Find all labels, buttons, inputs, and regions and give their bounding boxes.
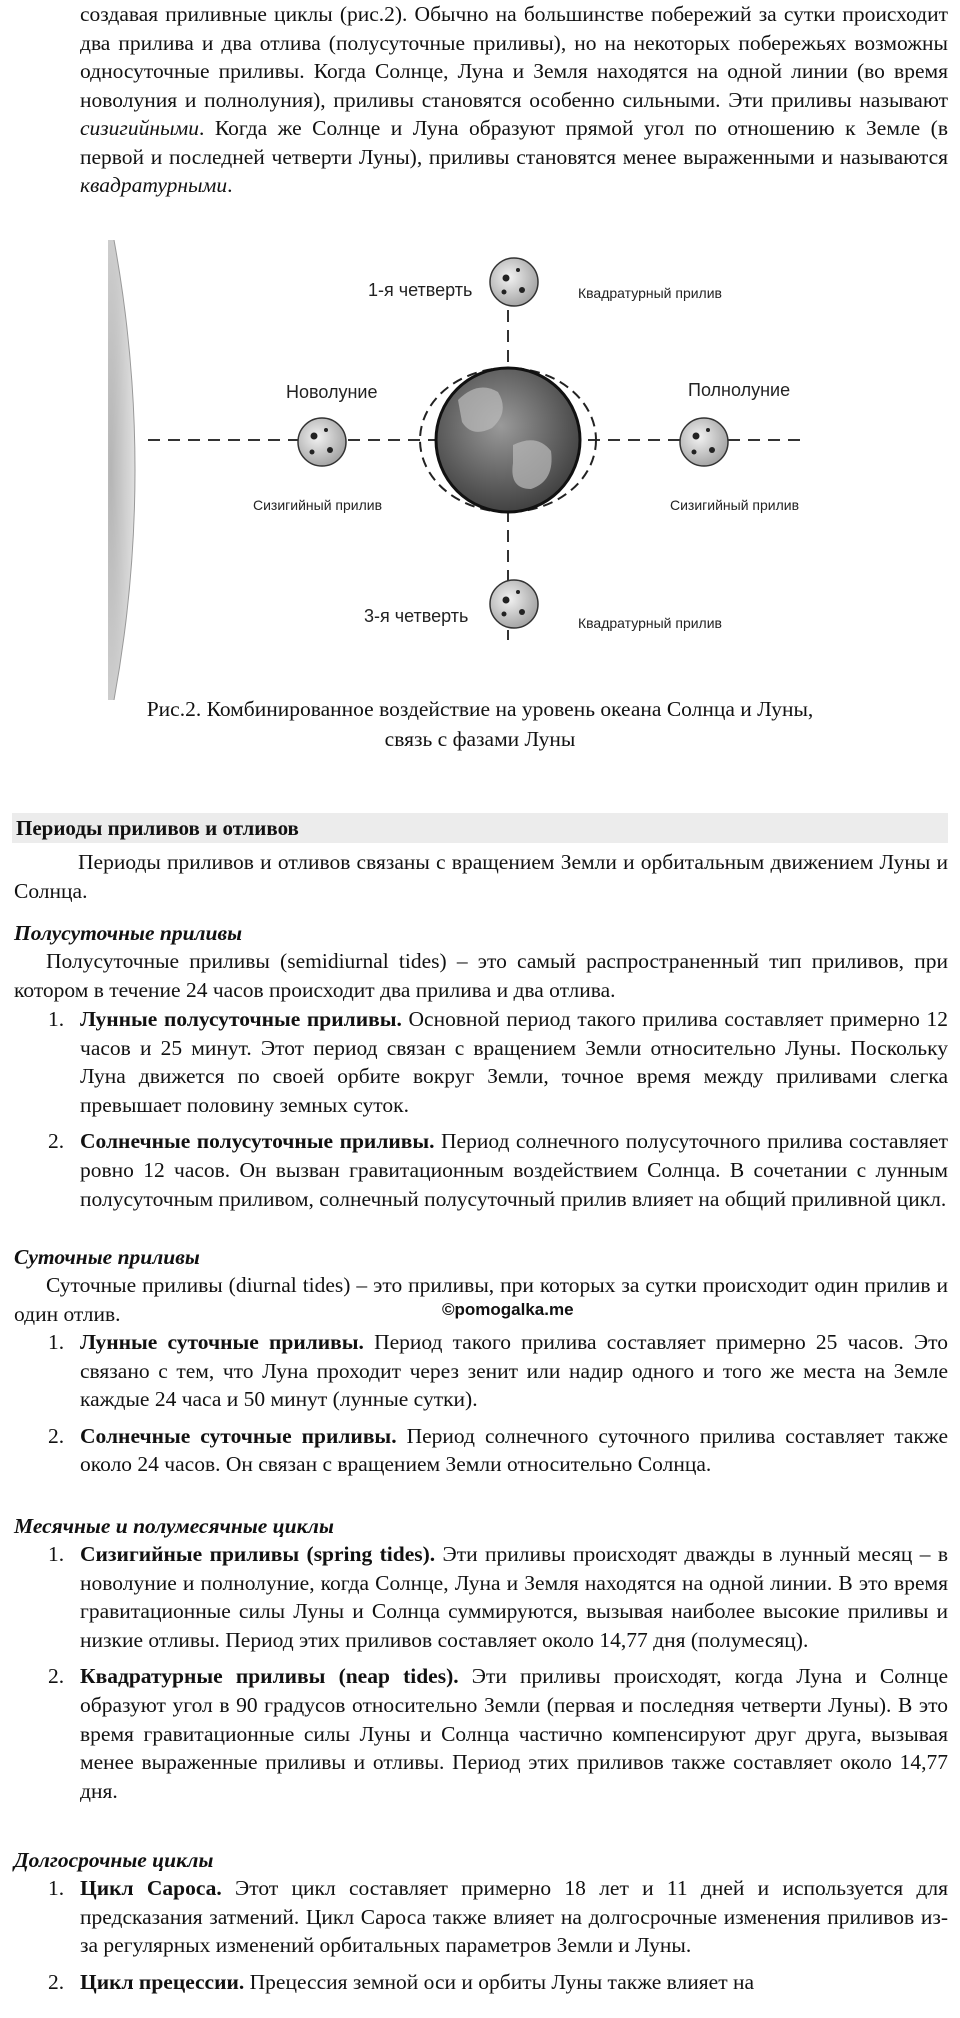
list-item: 2. Солнечные суточные приливы. Период солнечного суточного прилива составляет также около 24 часов. Он связан с вращением Земли относительно Солнца. — [48, 1423, 948, 1477]
intro-text-1: создавая приливные циклы (рис.2). Обычно на большинстве побережий за сутки происходит два прилива и два отлива (полусуточные приливы), но на некоторых побережьях возможны односуточные приливы. Когда Солнце, Луна и Земля находятся на одной линии (во время новолуния и полнолуния), приливы становятся особенно сильными. Эти приливы называют — [80, 2, 948, 112]
intro-text-2: . Когда же Солнце и Луна образуют прямой угол по отношению к Земле (в первой и последней четверти Луны), приливы становятся менее выраженными и называются — [80, 116, 948, 169]
label-third-quarter: 3-я четверть — [364, 606, 469, 626]
diurnal-text: Суточные приливы (diurnal tides) – это приливы, при которых за сутки происходит один прилив и один отлив. — [14, 1273, 948, 1326]
label-syzygy-right: Сизигийный прилив — [670, 497, 800, 513]
figure-caption — [0, 694, 960, 754]
intro-italic-2: квадратурными — [80, 173, 228, 197]
label-first-quarter: 1-я четверть — [368, 280, 473, 300]
moon-bottom-icon — [490, 580, 538, 628]
list-item: 1. Сизигийные приливы (spring tides). Эти приливы происходят дважды в лунный месяц – в новолуние и полнолуние, когда Солнце, Луна и Земля находятся на одной линии. В это время гравитационные силы Луны и Солнца суммируются, вызывая наиболее высокие приливы и низкие отливы. Период этих приливов составляет около 14,77 дня (полумесяц). — [48, 1542, 948, 1652]
intro-italic-1: сизигийными — [80, 116, 200, 140]
list-item: 1. Лунные суточные приливы. Период такого прилива составляет примерно 25 часов. Это связано с тем, что Луна проходит через зенит или надир одного и того же места на Земле каждые 24 часа и 50 минут (лунные сутки). — [48, 1330, 948, 1412]
label-syzygy-left: Сизигийный прилив — [253, 497, 383, 513]
label-full-moon: Полнолуние — [688, 380, 791, 400]
subsection-title-diurnal: Суточные приливы — [14, 1245, 200, 1269]
sun-shape — [108, 240, 135, 700]
semidiurnal-list — [0, 1005, 948, 1213]
subsection-title-longterm: Долгосрочные циклы — [14, 1848, 214, 1872]
moon-left-icon — [298, 418, 346, 466]
list-item: 2. Солнечные полусуточные приливы. Период солнечного полусуточного прилива составляет ровно 12 часов. Он вызван гравитационным воздействием Солнца. В сочетании с лунным полусуточным приливом, солнечный полусуточный прилив влияет на общий приливной цикл. — [48, 1129, 948, 1211]
tides-figure — [108, 240, 808, 700]
subsection-title-semidiurnal: Полусуточные приливы — [14, 921, 243, 945]
subsection-title-monthly: Месячные и полумесячные циклы — [14, 1514, 334, 1538]
earth-shape — [436, 368, 580, 512]
diurnal-list — [0, 1328, 948, 1479]
intro-text-3: . — [227, 173, 233, 197]
moon-right-icon — [680, 418, 728, 466]
list-item: 1. Лунные полусуточные приливы. Основной период такого прилива составляет примерно 12 часов и 25 минут. Этот период связан с вращением Земли относительно Луны. Поскольку Луна движется по своей орбите вокруг Земли, точное время между приливами слегка превышает половину земных суток. — [48, 1007, 948, 1117]
caption-line-1: Рис.2. Комбинированное воздействие на уровень океана Солнца и Луны, — [146, 697, 814, 721]
label-quad-tide-bottom: Квадратурный прилив — [578, 615, 722, 631]
label-new-moon: Новолуние — [286, 382, 378, 402]
intro-paragraph — [80, 0, 948, 200]
section-intro: Периоды приливов и отливов связаны с вращением Земли и орбитальным движением Луны и Солнца. — [14, 850, 948, 903]
moon-top-icon — [490, 258, 538, 306]
section-title: Периоды приливов и отливов — [12, 813, 948, 843]
watermark: ©pomogalka.me — [442, 1300, 574, 1319]
monthly-list — [0, 1540, 948, 1805]
semidiurnal-text: Полусуточные приливы (semidiurnal tides) – это самый распространенный тип приливов, при котором в течение 24 часов происходит два прилива и два отлива. — [14, 949, 948, 1002]
label-quad-tide-top: Квадратурный прилив — [578, 285, 722, 301]
list-item: 2. Квадратурные приливы (neap tides). Эти приливы происходят, когда Луна и Солнце образуют угол в 90 градусов относительно Земли (первая и последняя четверти Луны). В это время гравитационные силы Луны и Солнца частично компенсируют друг друга, вызывая менее выраженные приливы и отливы. Период этих приливов также составляет около 14,77 дня. — [48, 1664, 948, 1803]
list-item: 1. Цикл Сароса. Этот цикл составляет примерно 18 лет и 11 дней и используется для предсказания затмений. Цикл Сароса также влияет на долгосрочные изменения приливов из-за регулярных изменений орбитальных параметров Земли и Луны. — [48, 1876, 948, 1958]
caption-line-2: связь с фазами Луны — [384, 727, 576, 751]
longterm-list — [0, 1874, 948, 1996]
list-item: 2. Цикл прецессии. Прецессия земной оси и орбиты Луны также влияет на — [48, 1969, 755, 1994]
